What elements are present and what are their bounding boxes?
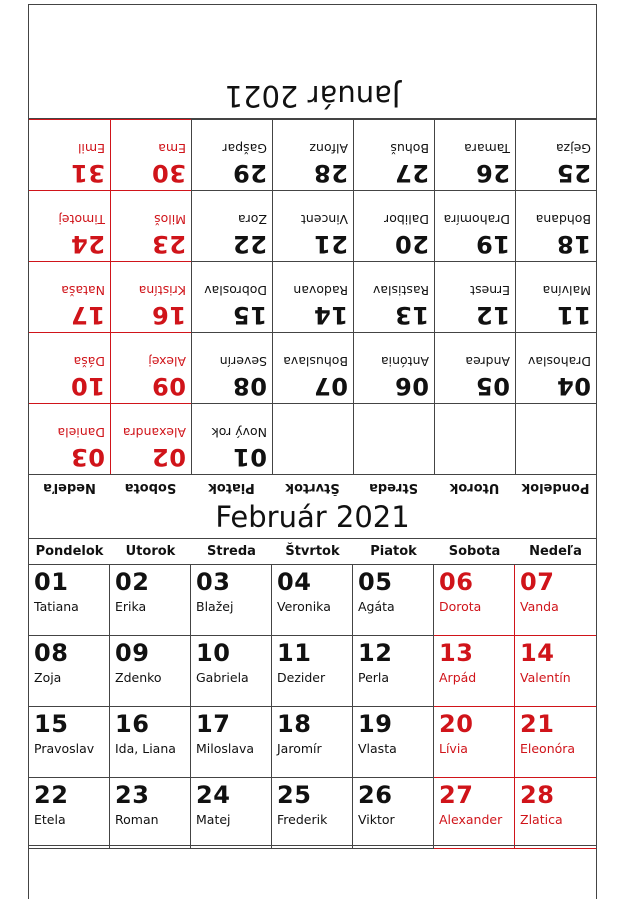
day-number: 23 (115, 781, 150, 809)
empty-day-cell (515, 403, 596, 474)
weekday-label: Streda (207, 544, 256, 559)
weekday-label: Piatok (370, 544, 417, 559)
day-number: 27 (394, 159, 429, 187)
day-cell (110, 119, 191, 190)
name-day: Vincent (300, 212, 348, 227)
day-number: 25 (556, 159, 591, 187)
day-number: 08 (34, 639, 69, 667)
name-day: Bohdana (535, 212, 591, 227)
day-cell (272, 119, 353, 190)
name-day: Drahoslav (527, 354, 591, 369)
name-day: Zlatica (520, 812, 563, 827)
day-cell (191, 403, 272, 474)
name-day: Pravoslav (34, 741, 95, 756)
day-cell (353, 636, 434, 707)
name-day: Alexander (439, 812, 503, 827)
day-number: 19 (475, 230, 510, 258)
day-cell (353, 707, 434, 778)
day-cell (29, 190, 110, 261)
day-number: 13 (439, 639, 474, 667)
day-cell (353, 119, 434, 190)
day-cell (272, 636, 353, 707)
name-day: Antónia (380, 354, 429, 369)
day-number: 22 (34, 781, 69, 809)
day-cell (434, 190, 515, 261)
day-number: 05 (475, 372, 510, 400)
name-day: Nataša (61, 283, 105, 298)
day-number: 02 (115, 568, 150, 596)
weekday-label: Nedeľa (529, 544, 582, 559)
name-day: Dobroslav (204, 283, 267, 298)
name-day: Miloslava (196, 741, 255, 756)
day-cell (272, 332, 353, 403)
day-number: 20 (394, 230, 429, 258)
name-day: Matej (196, 812, 231, 827)
day-cell (515, 261, 596, 332)
calendar-sheet (28, 4, 597, 899)
day-cell (29, 403, 110, 474)
day-number: 08 (232, 372, 267, 400)
name-day: Emil (77, 141, 105, 156)
name-day: Rastislav (373, 283, 429, 298)
day-number: 10 (70, 372, 105, 400)
day-number: 24 (70, 230, 105, 258)
day-cell (191, 707, 272, 778)
day-cell (110, 332, 191, 403)
day-number: 01 (34, 568, 69, 596)
day-cell (515, 707, 596, 778)
day-cell (353, 261, 434, 332)
day-cell (191, 565, 272, 636)
day-number: 19 (358, 710, 393, 738)
day-cell (29, 332, 110, 403)
name-day: Alexandra (122, 425, 186, 440)
name-day: Malvína (542, 283, 591, 298)
name-day: Alexej (148, 354, 186, 369)
day-number: 28 (313, 159, 348, 187)
day-cell (29, 707, 110, 778)
day-cell (515, 332, 596, 403)
name-day: Jaromír (277, 741, 322, 756)
day-cell (191, 261, 272, 332)
day-number: 17 (196, 710, 231, 738)
day-cell (434, 565, 515, 636)
day-cell (110, 778, 191, 849)
day-cell (191, 119, 272, 190)
weekday-label: Štvrtok (285, 544, 340, 559)
day-number: 07 (520, 568, 555, 596)
day-cell (353, 565, 434, 636)
weekday-label: Sobota (448, 544, 501, 559)
day-number: 22 (232, 230, 267, 258)
month-title: Január 2021 (29, 75, 596, 119)
day-cell (515, 190, 596, 261)
day-number: 21 (520, 710, 555, 738)
weekday-header (29, 539, 596, 565)
day-cell (434, 332, 515, 403)
day-number: 21 (313, 230, 348, 258)
day-number: 23 (151, 230, 186, 258)
day-number: 14 (520, 639, 555, 667)
name-day: Andrea (465, 354, 510, 369)
february-calendar (29, 495, 596, 849)
name-day: Bohuš (390, 141, 429, 156)
day-number: 27 (439, 781, 474, 809)
name-day: Vanda (520, 599, 559, 614)
name-day: Erika (115, 599, 147, 614)
day-number: 01 (232, 443, 267, 471)
name-day: Eleonóra (520, 741, 576, 756)
day-number: 04 (556, 372, 591, 400)
day-number: 18 (556, 230, 591, 258)
day-number: 12 (475, 301, 510, 329)
day-number: 02 (151, 443, 186, 471)
day-cell (272, 565, 353, 636)
day-cell (434, 261, 515, 332)
day-cell (515, 565, 596, 636)
day-cell (191, 636, 272, 707)
day-cell (434, 778, 515, 849)
name-day: Etela (34, 812, 66, 827)
name-day: Lívia (439, 741, 468, 756)
day-cell (272, 778, 353, 849)
name-day: Nový rok (211, 425, 267, 440)
day-cell (110, 636, 191, 707)
day-number: 18 (277, 710, 312, 738)
day-number: 14 (313, 301, 348, 329)
name-day: Veronika (277, 599, 331, 614)
name-day: Kristína (138, 283, 186, 298)
day-number: 29 (232, 159, 267, 187)
name-day: Dezider (277, 670, 326, 685)
weekday-label: Streda (369, 480, 418, 495)
day-number: 24 (196, 781, 231, 809)
day-number: 11 (556, 301, 591, 329)
name-day: Arpád (439, 670, 477, 685)
day-number: 12 (358, 639, 393, 667)
day-cell (353, 332, 434, 403)
name-day: Perla (358, 670, 390, 685)
name-day: Ernest (470, 283, 510, 298)
name-day: Dalibor (384, 212, 429, 227)
day-number: 03 (70, 443, 105, 471)
name-day: Zora (237, 212, 267, 227)
day-cell (353, 778, 434, 849)
day-number: 10 (196, 639, 231, 667)
day-number: 11 (277, 639, 312, 667)
name-day: Vlasta (358, 741, 397, 756)
name-day: Ida, Liana (115, 741, 176, 756)
day-number: 26 (358, 781, 393, 809)
day-number: 20 (439, 710, 474, 738)
month-title: Február 2021 (29, 495, 596, 539)
day-cell (110, 707, 191, 778)
weekday-label: Nedeľa (43, 480, 96, 495)
day-number: 09 (115, 639, 150, 667)
day-number: 25 (277, 781, 312, 809)
name-day: Gašpar (222, 141, 267, 156)
empty-day-cell (353, 403, 434, 474)
day-cell (29, 565, 110, 636)
day-cell (191, 332, 272, 403)
day-number: 26 (475, 159, 510, 187)
day-number: 28 (520, 781, 555, 809)
name-day: Daniela (57, 425, 105, 440)
day-number: 30 (151, 159, 186, 187)
name-day: Dáša (73, 354, 105, 369)
bottom-divider (29, 845, 596, 846)
day-cell (29, 261, 110, 332)
weekday-label: Pondelok (521, 480, 590, 495)
name-day: Blažej (196, 599, 234, 614)
day-number: 17 (70, 301, 105, 329)
name-day: Viktor (358, 812, 395, 827)
weekday-label: Sobota (124, 480, 177, 495)
day-grid (29, 565, 596, 849)
day-cell (434, 636, 515, 707)
name-day: Miloš (154, 212, 186, 227)
day-cell (29, 119, 110, 190)
day-number: 06 (439, 568, 474, 596)
day-number: 09 (151, 372, 186, 400)
day-cell (515, 778, 596, 849)
day-cell (110, 190, 191, 261)
day-grid (29, 119, 596, 474)
name-day: Dorota (439, 599, 482, 614)
empty-day-cell (434, 403, 515, 474)
day-number: 13 (394, 301, 429, 329)
day-number: 07 (313, 372, 348, 400)
day-cell (434, 707, 515, 778)
weekday-label: Štvrtok (285, 480, 340, 495)
day-cell (110, 261, 191, 332)
day-number: 06 (394, 372, 429, 400)
day-number: 15 (34, 710, 69, 738)
weekday-label: Piatok (208, 480, 255, 495)
name-day: Alfonz (309, 141, 348, 156)
day-cell (110, 403, 191, 474)
day-number: 31 (70, 159, 105, 187)
name-day: Tatiana (34, 599, 79, 614)
day-number: 15 (232, 301, 267, 329)
name-day: Zoja (34, 670, 62, 685)
day-cell (353, 190, 434, 261)
name-day: Bohuslava (283, 354, 348, 369)
day-cell (272, 190, 353, 261)
name-day: Drahomíra (443, 212, 510, 227)
day-number: 16 (151, 301, 186, 329)
day-cell (191, 778, 272, 849)
january-calendar (29, 75, 596, 500)
name-day: Gejza (555, 141, 591, 156)
day-cell (272, 707, 353, 778)
day-cell (110, 565, 191, 636)
name-day: Ema (158, 141, 186, 156)
day-cell (272, 261, 353, 332)
name-day: Tamara (464, 141, 510, 156)
name-day: Roman (115, 812, 159, 827)
weekday-label: Pondelok (35, 544, 104, 559)
day-cell (515, 119, 596, 190)
day-number: 04 (277, 568, 312, 596)
name-day: Agáta (358, 599, 395, 614)
day-cell (191, 190, 272, 261)
weekday-label: Utorok (449, 480, 500, 495)
name-day: Frederik (277, 812, 328, 827)
day-cell (29, 636, 110, 707)
name-day: Valentín (520, 670, 571, 685)
name-day: Gabriela (196, 670, 249, 685)
day-cell (515, 636, 596, 707)
name-day: Radovan (293, 283, 348, 298)
weekday-label: Utorok (125, 544, 176, 559)
name-day: Zdenko (115, 670, 162, 685)
empty-day-cell (272, 403, 353, 474)
day-cell (29, 778, 110, 849)
day-cell (434, 119, 515, 190)
day-number: 03 (196, 568, 231, 596)
day-number: 05 (358, 568, 393, 596)
day-number: 16 (115, 710, 150, 738)
name-day: Timotej (58, 212, 105, 227)
name-day: Severín (219, 354, 267, 369)
